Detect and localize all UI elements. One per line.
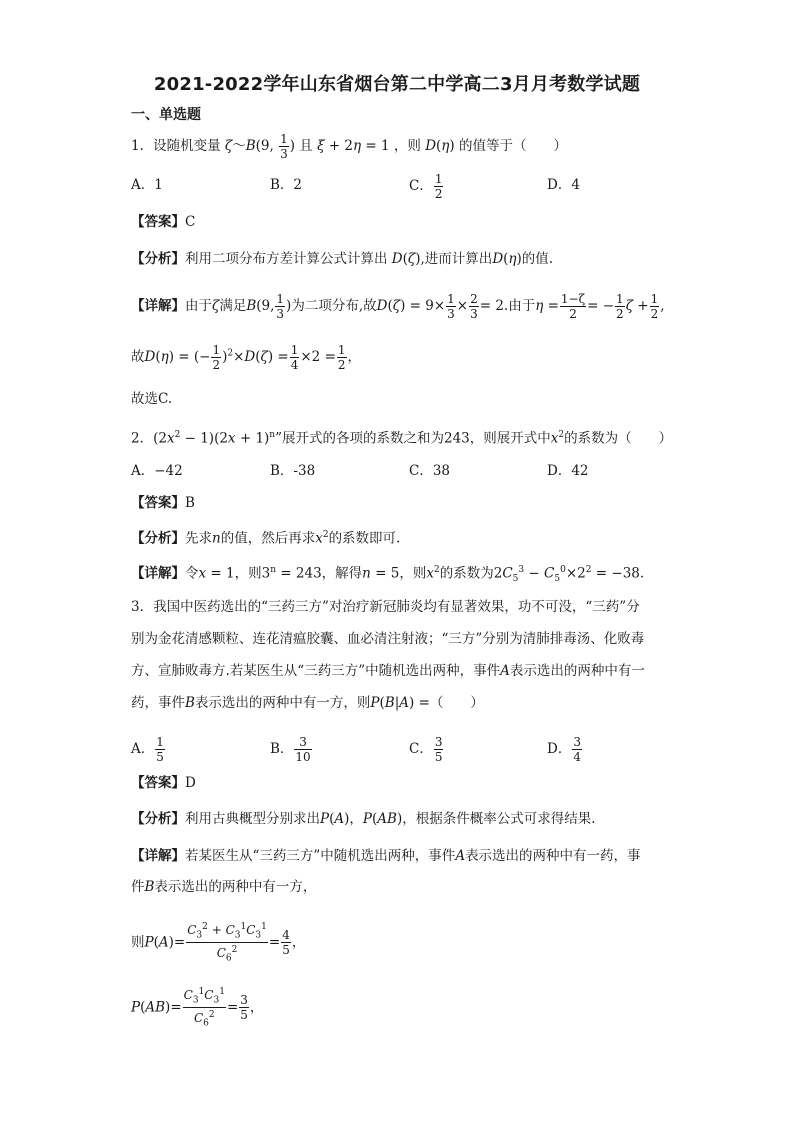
q3-option-c: C． $\frac{3}{5}$ <box>409 735 443 764</box>
q3-option-a: A． $\frac{1}{5}$ <box>131 735 164 764</box>
q3-answer: 【答案】D <box>131 775 196 791</box>
q2-detail: 【详解】令x = 1，则$3^n = 243$，解得n = 5，则$x^2$的系数为$2C_5^3 - C_5^0\times 2^2 = -38$. <box>131 565 645 585</box>
q3-option-d: D． $\frac{3}{4}$ <box>547 735 581 764</box>
q2-option-c: C．38 <box>409 463 451 479</box>
q3-stem-line3: 方、宣肺败毒方.若某医生从“三药三方”中随机选出两种，事件A表示选出的两种中有一 <box>131 663 645 679</box>
q3-analysis: 【分析】利用古典概型分别求出P(A)，P(AB)，根据条件概率公式可求得结果. <box>131 811 596 827</box>
q2-answer: 【答案】B <box>131 495 195 511</box>
q2-option-b: B．-38 <box>270 463 316 479</box>
q1-analysis: 【分析】利用二项分布方差计算公式计算出 D(ζ),进而计算出D(η)的值. <box>131 251 554 267</box>
q3-detail-line2: 件B表示选出的两种中有一方， <box>131 879 317 895</box>
q3-pa-formula: 则P(A)= $\frac{C_3^2 + C_3^1C_3^1}{C_6^2}$ = $\frac{4}{5}$ ， <box>131 922 306 964</box>
q3-option-b: B． $\frac{3}{10}$ <box>270 735 311 764</box>
q1-option-c: C． $\frac{1}{2}$ <box>409 172 443 201</box>
q1-option-a: A．1 <box>131 177 163 193</box>
q1-detail: 【详解】由于ζ满足B(9, $\frac{1}{3}$ )为二项分布,故D(ζ) = 9× $\frac{1}{3}$ × $\frac{2}{3}$ = 2.由于η = $\frac{1-\zeta}{2}$ = − $\frac{1}{2}$ ζ + $\frac{1}{2}$ , <box>131 292 665 321</box>
q1-option-b: B．2 <box>270 177 303 193</box>
q3-stem-line2: 别为金花清感颗粒、连花清瘟胶囊、血必清注射液；“三方”分别为清肺排毒汤、化败毒 <box>131 631 645 647</box>
page-title: 2021-2022学年山东省烟台第二中学高二3月月考数学试题 <box>153 74 641 95</box>
q2-analysis: 【分析】先求n的值，然后再求$x^2$的系数即可. <box>131 530 401 547</box>
q1-option-d: D．4 <box>547 177 580 193</box>
q2-stem: 2．$(2x^2 - 1)(2x + 1)^n$”展开式的各项的系数之和为243，则展开式中$x^2$的系数为（ ） <box>131 430 673 447</box>
q3-stem-line4: 药，事件B表示选出的两种中有一方，则P(B|A) =（ ） <box>131 695 484 711</box>
q1-answer: 【答案】C <box>131 214 196 230</box>
section-heading: 一、单选题 <box>131 107 201 123</box>
q3-detail: 【详解】若某医生从“三药三方”中随机选出两种，事件A表示选出的两种中有一药，事 <box>131 848 641 864</box>
q1-stem: 1．设随机变量 ζ～B(9, $\frac{1}{3}$ ) 且 ξ + 2η = 1 ，则 D(η) 的值等于（ ） <box>131 132 567 161</box>
q1-detail-line2: 故D(η) = (− $\frac{1}{2}$ )$^2$×D(ζ) = $\frac{1}{4}$ ×2 = $\frac{1}{2}$ ， <box>131 343 362 372</box>
q2-option-a: A．−42 <box>131 463 183 479</box>
q3-stem-line1: 3．我国中医药选出的“三药三方”对治疗新冠肺炎均有显著效果，功不可没，“三药”分 <box>131 599 640 615</box>
q1-conclusion: 故选C. <box>131 391 173 407</box>
q3-pab-formula: P(AB)= $\frac{C_3^1C_3^1}{C_6^2}$ = $\frac{3}{5}$ ， <box>131 987 264 1029</box>
q2-option-d: D．42 <box>547 463 589 479</box>
